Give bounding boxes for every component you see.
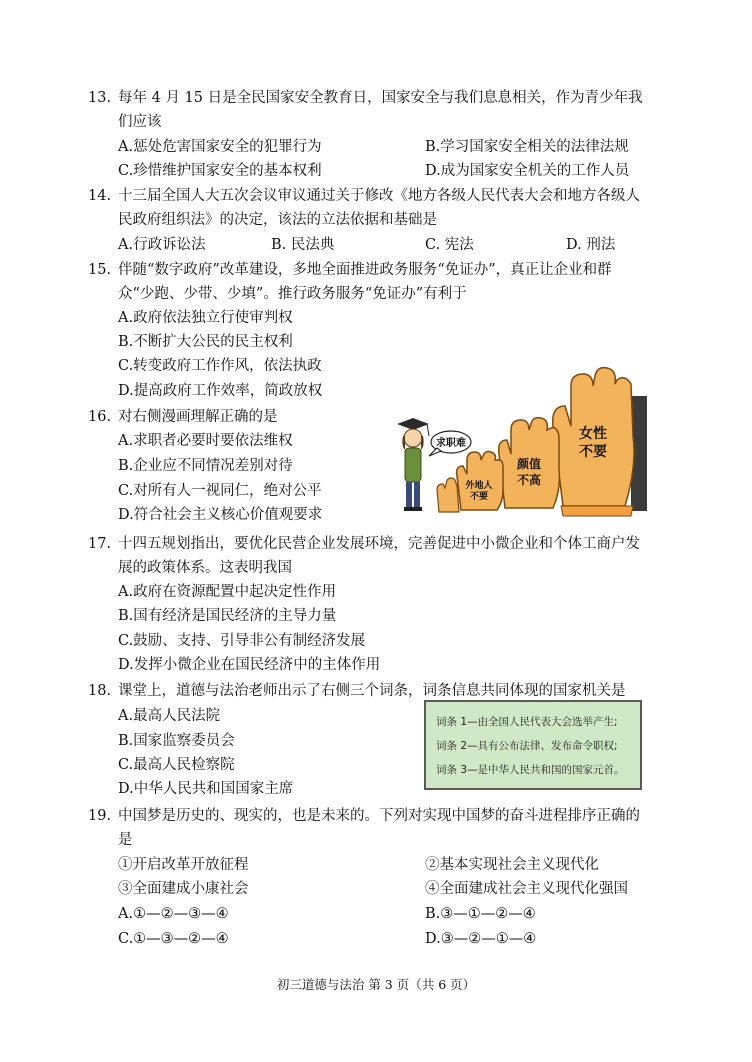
q18-option-d: D.中华人民共和国国家主席: [118, 781, 294, 797]
q15-option-a: A.政府依法独立行使审判权: [118, 310, 293, 326]
q13-option-c: C.珍惜维护国家安全的基本权利: [118, 163, 322, 179]
cartoon-hand-1-label-line1: 外地人: [465, 481, 493, 491]
q19-option-c: C.①—③—②—④: [118, 931, 229, 947]
q15-option-c: C.转变政府工作作风，依法执政: [118, 358, 322, 374]
q17-option-b: B.国有经济是国民经济的主导力量: [118, 608, 337, 624]
q19-item-3: ③全面建成小康社会: [118, 881, 249, 897]
cartoon-hand-1-label-line2: 不要: [469, 492, 489, 502]
q14-option-a: A.行政诉讼法: [118, 237, 206, 253]
q18-number: 18.: [88, 683, 112, 699]
q18-word-box: [424, 700, 642, 790]
q15-option-b: B.不断扩大公民的民主权利: [118, 334, 293, 350]
q19-stem-line2: 是: [118, 832, 133, 848]
q19-option-a: A.①—②—③—④: [118, 906, 229, 922]
q14-option-c: C. 宪法: [425, 237, 474, 253]
q14-option-d: D. 刑法: [566, 237, 616, 253]
q15-stem-line1: 伴随“数字政府”改革建设，多地全面推进政务服务“免证办”，真正让企业和群: [118, 262, 612, 278]
q15-option-d: D.提高政府工作效率，简政放权: [118, 383, 323, 399]
q19-option-b: B.③—①—②—④: [425, 906, 536, 922]
q16-option-d: D.符合社会主义核心价值观要求: [118, 507, 323, 523]
q19-number: 19.: [88, 808, 112, 824]
q16-option-a: A.求职者必要时要依法维权: [118, 433, 293, 449]
cartoon-hand-3-label-line1: 女性: [579, 426, 607, 442]
q16-number: 16.: [88, 409, 112, 425]
q18-stem-line1: 课堂上，道德与法治老师出示了右侧三个词条，词条信息共同体现的国家机关是: [118, 683, 626, 699]
q18-word-1: 词条 1—由全国人民代表大会选举产生;: [436, 716, 618, 728]
q16-option-b: B.企业应不同情况差别对待: [118, 458, 293, 474]
q13-option-d: D.成为国家安全机关的工作人员: [425, 163, 630, 179]
q19-item-4: ④全面建成社会主义现代化强国: [425, 881, 628, 897]
q19-item-1: ①开启改革开放征程: [118, 857, 249, 873]
q17-stem-line2: 展的政策体系。这表明我国: [118, 560, 292, 576]
q13-option-a: A.惩处危害国家安全的犯罪行为: [118, 139, 322, 155]
q14-stem-line1: 十三届全国人大五次会议审议通过关于修改《地方各级人民代表大会和地方各级人: [118, 188, 640, 204]
q19-item-2: ②基本实现社会主义现代化: [425, 857, 599, 873]
q18-word-3: 词条 3—是中华人民共和国的国家元首。: [436, 764, 625, 776]
q13-number: 13.: [88, 90, 112, 106]
q18-option-a: A.最高人民法院: [118, 708, 221, 724]
q17-number: 17.: [88, 536, 112, 552]
page-footer: 初三道德与法治 第 3 页（共 6 页）: [276, 977, 476, 992]
q16-stem-line1: 对右侧漫画理解正确的是: [118, 409, 278, 425]
q18-word-2: 词条 2—具有公布法律、发布命令职权;: [436, 740, 618, 752]
q14-stem-line2: 民政府组织法》的决定，该法的立法依据和基础是: [118, 212, 437, 228]
q13-stem-line2: 们应该: [118, 114, 162, 130]
q16-option-c: C.对所有人一视同仁，绝对公平: [118, 483, 322, 499]
cartoon-illustration: [393, 366, 647, 518]
q17-option-c: C.鼓励、支持、引导非公有制经济发展: [118, 633, 366, 649]
q13-stem-line1: 每年 4 月 15 日是全民国家安全教育日，国家安全与我们息息相关，作为青少年我: [118, 90, 643, 106]
q17-option-d: D.发挥小微企业在国民经济中的主体作用: [118, 657, 381, 673]
cartoon-bubble-text: 求职难: [436, 438, 466, 449]
q17-option-a: A.政府在资源配置中起决定性作用: [118, 584, 337, 600]
q13-option-b: B.学习国家安全相关的法律法规: [425, 139, 629, 155]
q17-stem-line1: 十四五规划指出，要优化民营企业发展环境，完善促进中小微企业和个体工商户发: [118, 536, 640, 552]
q19-stem-line1: 中国梦是历史的、现实的，也是未来的。下列对实现中国梦的奋斗进程排序正确的: [118, 808, 640, 824]
q18-option-c: C.最高人民检察院: [118, 757, 235, 773]
q15-stem-line2: 众“少跑、少带、少填”。推行政务服务“免证办”有利于: [118, 286, 467, 302]
cartoon-hand-2-label-line2: 不高: [516, 473, 542, 487]
q19-option-d: D.③—②—①—④: [425, 931, 537, 947]
q14-option-b: B. 民法典: [271, 237, 335, 253]
q18-option-b: B.国家监察委员会: [118, 733, 235, 749]
q16-cartoon: [393, 366, 647, 518]
cartoon-hand-2-label-line1: 颜值: [516, 457, 542, 471]
cartoon-hand-3-label-line2: 不要: [579, 444, 607, 460]
q14-number: 14.: [88, 188, 112, 204]
q15-number: 15.: [88, 262, 112, 278]
